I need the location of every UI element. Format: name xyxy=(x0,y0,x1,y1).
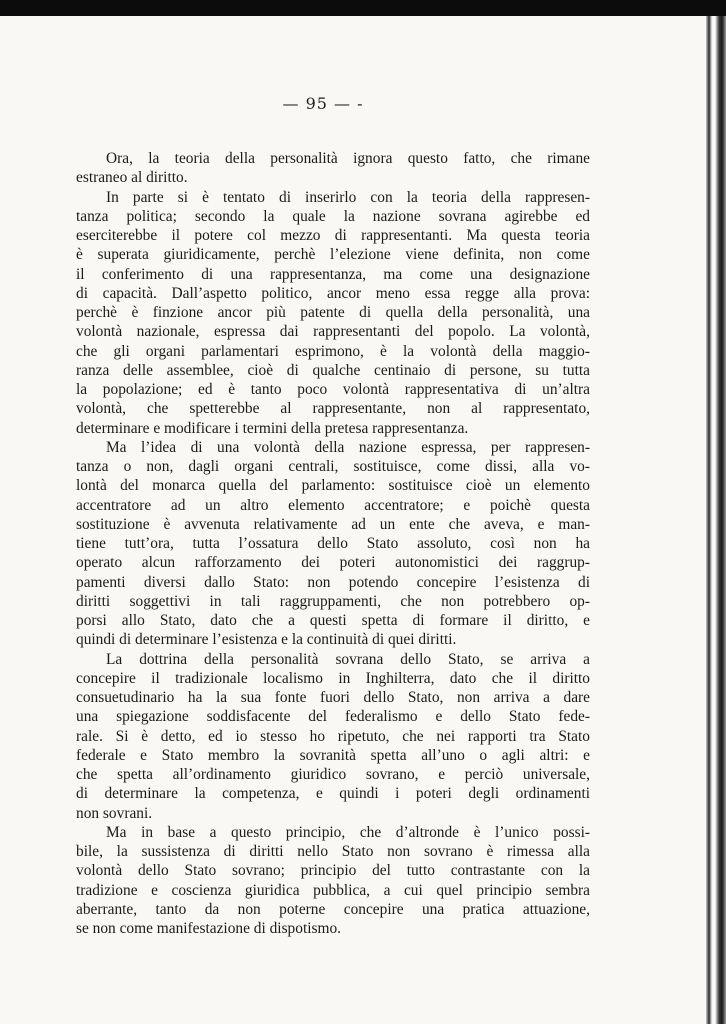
text-line: tanza o non, dagli organi centrali, sostituisce, come dissi, alla vo- xyxy=(76,458,590,475)
text-line: aberrante, tanto da non poterne concepire una pratica attuazione, xyxy=(76,900,590,918)
text-line: ranza delle assemblee, cioè di qualche centinaio di persone, su tutta xyxy=(76,361,590,379)
text-line: consuetudinario ha la sua fonte fuori dello Stato, non arriva a dare xyxy=(76,689,590,706)
text-line: porsi allo Stato, dato che a questi spetta di formare il diritto, e xyxy=(76,612,590,629)
text-line: Ma l’idea di una volontà della nazione espressa, per rappresen- xyxy=(106,438,590,456)
text-line: lontà del monarca quella del parlamento: sostituisce cioè un elemento xyxy=(76,477,590,495)
paragraph xyxy=(76,438,590,650)
text-line: che spetta all’ordinamento giuridico sovrano, e perciò universale, xyxy=(76,766,590,783)
text-line: operato alcun rafforzamento dei poteri autonomistici dei raggrup- xyxy=(76,554,590,572)
text-line: estraneo al diritto. xyxy=(76,169,188,187)
text-line: il conferimento di una rappresentanza, ma come una designazione xyxy=(76,265,590,283)
body-text xyxy=(76,149,590,938)
text-line: Ma in base a questo principio, che d’altronde è l’unico possi- xyxy=(106,823,590,841)
text-line: Ora, la teoria della personalità ignora questo fatto, che rimane xyxy=(106,150,590,167)
text-line: è superata giuridicamente, perchè l’elezione viene definita, non come xyxy=(76,246,590,264)
text-line: di determinare la competenza, e quindi i poteri degli ordinamenti xyxy=(76,785,590,803)
text-line: pamenti diversi dallo Stato: non potendo concepire l’esistenza di xyxy=(76,573,590,591)
paragraph xyxy=(76,188,590,438)
scan-top-border xyxy=(0,0,726,16)
text-line: tiene tutt’ora, tutta l’ossatura dello Stato assoluto, così non ha xyxy=(76,535,590,552)
text-line: sostituzione è avvenuta relativamente ad un ente che aveva, e man- xyxy=(76,515,590,533)
text-line: perchè è finzione ancor più patente di quella della personalità, una xyxy=(76,304,590,321)
text-line: non sovrani. xyxy=(76,804,153,822)
text-line: volontà dello Stato sovrano; principio del tutto contrastante con la xyxy=(76,862,590,880)
text-line: volontà nazionale, espressa dai rappresentanti del popolo. La volontà, xyxy=(76,323,590,341)
text-line: La dottrina della personalità sovrana dello Stato, se arriva a xyxy=(106,650,590,668)
text-line: tradizione e coscienza giuridica pubblica, a cui quel principio sembra xyxy=(76,881,590,899)
text-line: rale. Si è detto, ed io stesso ho ripetuto, che nei rapporti tra Stato xyxy=(76,727,590,745)
paragraph xyxy=(76,650,590,823)
text-line: che gli organi parlamentari esprimono, è la volontà della maggio- xyxy=(76,342,590,360)
text-line: accentratore ad un altro elemento accentratore; e poichè questa xyxy=(76,496,590,514)
text-line: diritti soggettivi in tali raggruppamenti, che non potrebbero op- xyxy=(76,592,590,610)
text-line: concepire il tradizionale localismo in Inghilterra, dato che il diritto xyxy=(76,669,590,687)
text-line: quindi di determinare l’esistenza e la continuità di quei diritti. xyxy=(76,631,457,649)
text-line: determinare e modificare i termini della pretesa rappresentanza. xyxy=(76,419,469,437)
text-line: di capacità. Dall’aspetto politico, ancor meno essa regge alla prova: xyxy=(76,284,590,302)
text-line: In parte si è tentato di inserirlo con la teoria della rappresen- xyxy=(106,188,590,206)
text-line: la popolazione; ed è tanto poco volontà rappresentativa di un’altra xyxy=(76,381,590,398)
text-line: bile, la sussistenza di diritti nello Stato non sovrano è rimessa alla xyxy=(76,843,590,860)
text-line: una spiegazione soddisfacente del federalismo e dello Stato fede- xyxy=(76,708,590,726)
paragraph xyxy=(76,823,590,939)
book-spine-edge xyxy=(706,16,726,1024)
text-line: federale e Stato membro la sovranità spetta all’uno o agli altri: e xyxy=(76,746,590,764)
paragraph xyxy=(76,149,590,188)
text-line: volontà, che spetterebbe al rappresentante, non al rappresentato, xyxy=(76,400,590,418)
text-line: eserciterebbe il potere col mezzo di rappresentanti. Ma questa teoria xyxy=(76,227,590,244)
text-line: tanza politica; secondo la quale la nazione sovrana agirebbe ed xyxy=(76,207,590,225)
page-number: — 95 — - xyxy=(282,94,364,113)
text-line: se non come manifestazione di dispotismo. xyxy=(76,920,342,937)
